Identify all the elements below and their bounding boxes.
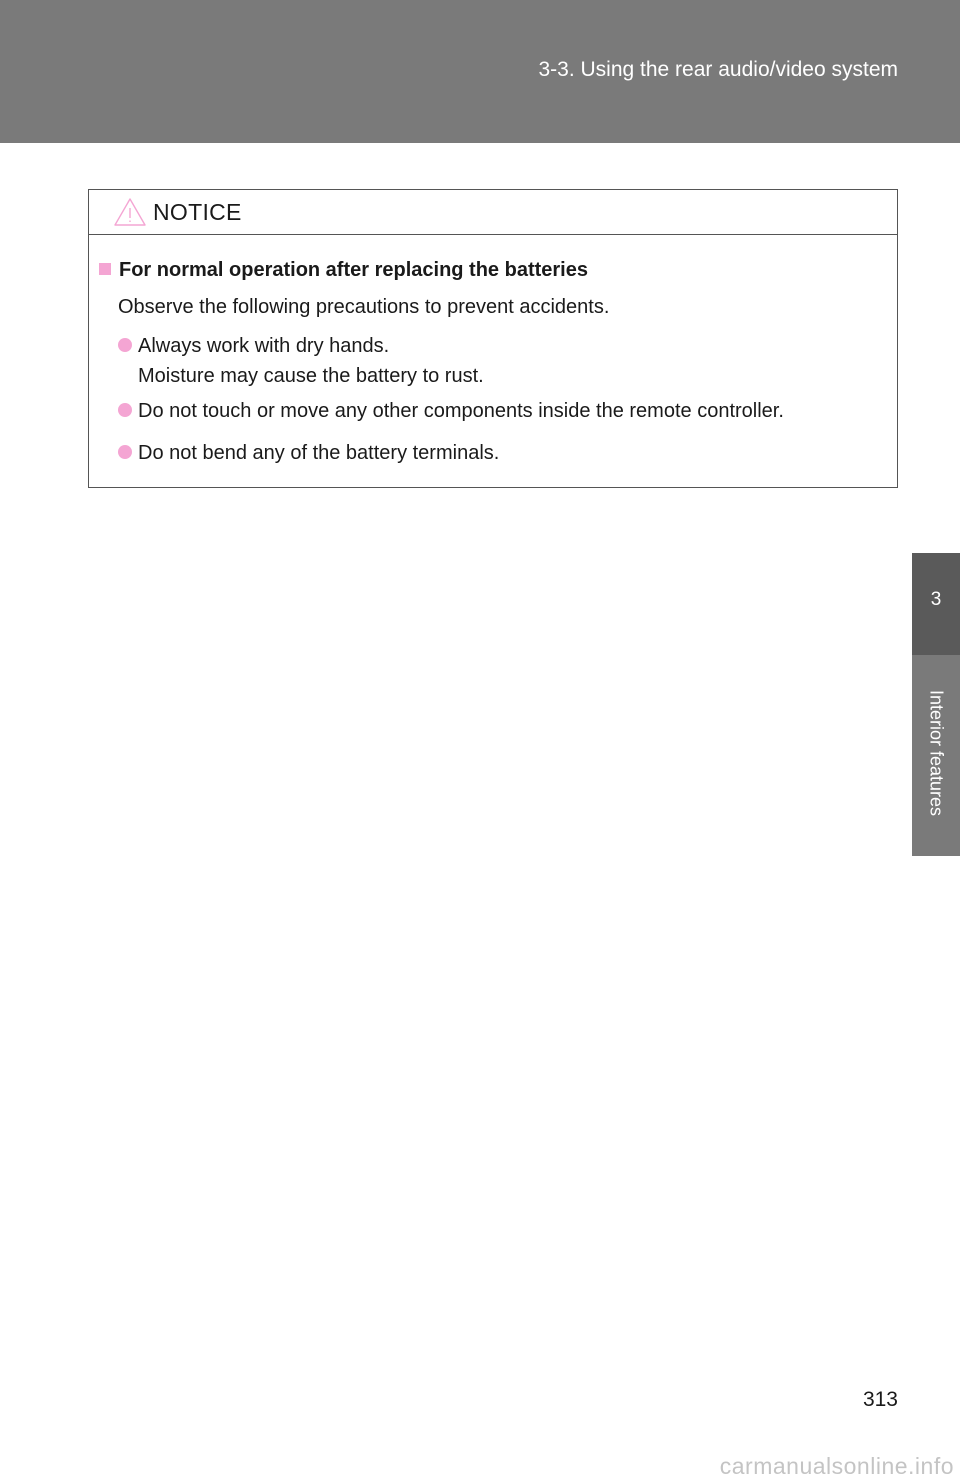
list-item [118, 396, 784, 426]
list-item [118, 331, 484, 391]
list-item-continuation: Moisture may cause the battery to rust. [138, 365, 484, 387]
header-band [0, 0, 960, 143]
page-number: 313 [862, 1388, 898, 1411]
notice-title: NOTICE [153, 199, 242, 225]
square-bullet-icon [99, 263, 111, 275]
list-item [118, 438, 499, 468]
watermark: carmanualsonline.info [719, 1453, 954, 1479]
notice-box [88, 189, 898, 488]
notice-subheading-text: For normal operation after replacing the batteries [119, 259, 588, 281]
notice-header [89, 190, 897, 235]
notice-subheading [97, 255, 588, 285]
dot-bullet-icon [118, 403, 132, 417]
chapter-label: Interior features [926, 689, 947, 817]
list-item-text: Always work with dry hands. [138, 335, 390, 357]
chapter-number: 3 [930, 589, 942, 610]
section-title: 3-3. Using the rear audio/video system [538, 58, 898, 81]
notice-intro: Observe the following precautions to prevent accidents. [118, 296, 610, 318]
chapter-number-block [912, 553, 960, 655]
chapter-side-tab [912, 553, 960, 856]
list-item-text: Do not bend any of the battery terminals. [138, 442, 500, 464]
warning-triangle-icon [113, 197, 147, 227]
notice-body [89, 235, 897, 487]
dot-bullet-icon [118, 338, 132, 352]
dot-bullet-icon [118, 445, 132, 459]
list-item-text: Do not touch or move any other components inside the remote controller. [138, 400, 784, 422]
